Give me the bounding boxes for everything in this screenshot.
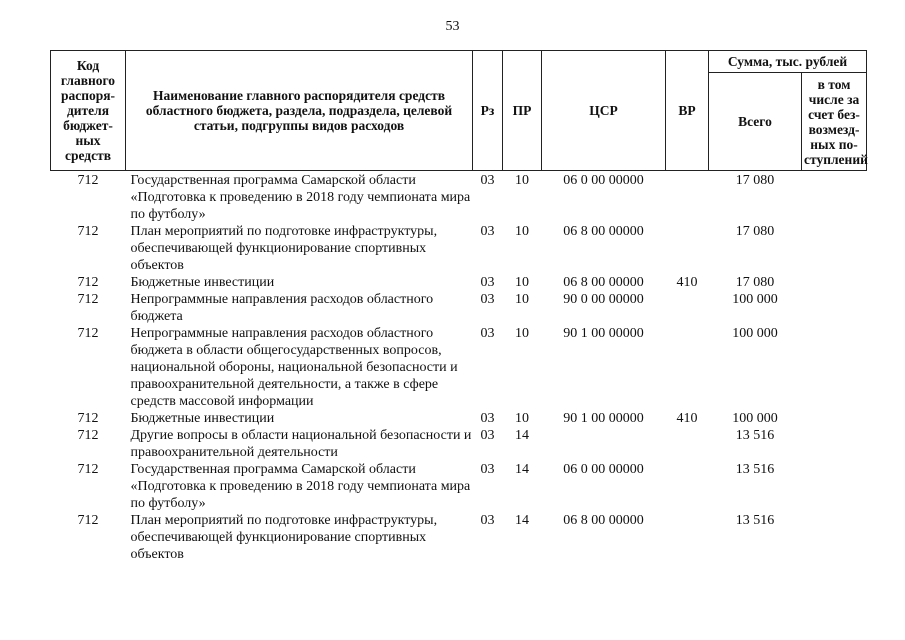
cell-pr: 14 bbox=[515, 428, 529, 443]
cell-code: 712 bbox=[77, 411, 99, 426]
cell-csr: 06 0 00 00000 bbox=[563, 462, 644, 477]
cell-rz: 03 bbox=[480, 224, 495, 239]
cell-rz: 03 bbox=[480, 428, 495, 443]
cell-pr: 10 bbox=[515, 411, 529, 426]
table-row bbox=[51, 325, 867, 410]
cell-code: 712 bbox=[77, 292, 99, 307]
cell-pr: 14 bbox=[515, 513, 529, 528]
cell-vr bbox=[666, 291, 709, 325]
cell-code: 712 bbox=[77, 428, 99, 443]
cell-code: 712 bbox=[77, 513, 99, 528]
cell-grant bbox=[802, 461, 867, 512]
cell-grant bbox=[802, 291, 867, 325]
cell-csr: 06 8 00 00000 bbox=[563, 275, 644, 290]
cell-csr: 90 1 00 00000 bbox=[563, 326, 644, 341]
cell-name: Непрограммные направления расходов областного бюджета в области общегосударственных вопросов, национальной обороны, национальной безопасности и правоохранительной деятельности, а также в сфере средств массовой информации bbox=[130, 326, 458, 409]
cell-name: Другие вопросы в области национальной безопасности и правоохранительной деятельности bbox=[130, 428, 472, 460]
cell-pr: 10 bbox=[515, 292, 529, 307]
cell-csr: 06 8 00 00000 bbox=[563, 513, 644, 528]
cell-name: План мероприятий по подготовке инфраструктуры, обеспечивающей функционирование спортивных объектов bbox=[130, 513, 438, 562]
cell-total: 100 000 bbox=[732, 411, 778, 426]
cell-total: 17 080 bbox=[735, 173, 775, 188]
cell-vr bbox=[666, 461, 709, 512]
table-row bbox=[51, 171, 867, 224]
table-row bbox=[51, 427, 867, 461]
cell-name: Бюджетные инвестиции bbox=[130, 411, 275, 426]
header-csr: ЦСР bbox=[542, 51, 666, 171]
cell-rz: 03 bbox=[480, 513, 495, 528]
header-total: Всего bbox=[709, 73, 802, 171]
cell-csr: 90 1 00 00000 bbox=[563, 411, 644, 426]
cell-grant bbox=[802, 325, 867, 410]
table-row bbox=[51, 223, 867, 274]
cell-total: 100 000 bbox=[732, 292, 778, 307]
table-row bbox=[51, 461, 867, 512]
cell-name: Государственная программа Самарской области «Подготовка к проведению в 2018 году чемпионата мира по футболу» bbox=[130, 173, 471, 222]
cell-name: Бюджетные инвестиции bbox=[130, 275, 275, 290]
table-row bbox=[51, 291, 867, 325]
cell-rz: 03 bbox=[480, 326, 495, 341]
cell-pr: 14 bbox=[515, 462, 529, 477]
cell-rz: 03 bbox=[480, 292, 495, 307]
cell-grant bbox=[802, 410, 867, 427]
header-sum: Сумма, тыс. рублей bbox=[709, 51, 867, 73]
cell-pr: 10 bbox=[515, 326, 529, 341]
header-code: Код главного распоря-дителя бюджет-ных средств bbox=[51, 51, 126, 171]
budget-table bbox=[50, 50, 867, 563]
table-row bbox=[51, 512, 867, 563]
cell-code: 712 bbox=[77, 326, 99, 341]
cell-code: 712 bbox=[77, 275, 99, 290]
cell-vr: 410 bbox=[676, 275, 698, 290]
cell-total: 17 080 bbox=[735, 224, 775, 239]
cell-grant bbox=[802, 274, 867, 291]
cell-total: 13 516 bbox=[735, 428, 775, 443]
cell-grant bbox=[802, 223, 867, 274]
page-number: 53 bbox=[445, 19, 460, 34]
table-row bbox=[51, 410, 867, 427]
cell-vr bbox=[666, 427, 709, 461]
cell-pr: 10 bbox=[515, 173, 529, 188]
cell-code: 712 bbox=[77, 173, 99, 188]
cell-vr bbox=[666, 171, 709, 224]
cell-code: 712 bbox=[77, 224, 99, 239]
header-rz: Рз bbox=[473, 51, 503, 171]
cell-total: 100 000 bbox=[732, 326, 778, 341]
cell-rz: 03 bbox=[480, 411, 495, 426]
cell-vr bbox=[666, 325, 709, 410]
cell-csr: 06 8 00 00000 bbox=[563, 224, 644, 239]
cell-rz: 03 bbox=[480, 275, 495, 290]
cell-total: 17 080 bbox=[735, 275, 775, 290]
cell-vr bbox=[666, 512, 709, 563]
cell-pr: 10 bbox=[515, 224, 529, 239]
cell-name: Государственная программа Самарской области «Подготовка к проведению в 2018 году чемпионата мира по футболу» bbox=[130, 462, 471, 511]
cell-grant bbox=[802, 171, 867, 224]
cell-rz: 03 bbox=[480, 173, 495, 188]
cell-rz: 03 bbox=[480, 462, 495, 477]
cell-vr: 410 bbox=[676, 411, 698, 426]
table-row bbox=[51, 274, 867, 291]
header-pr: ПР bbox=[503, 51, 542, 171]
header-name: Наименование главного распорядителя средств областного бюджета, раздела, подраздела, целевой статьи, подгруппы видов расходов bbox=[126, 51, 473, 171]
cell-vr bbox=[666, 223, 709, 274]
cell-code: 712 bbox=[77, 462, 99, 477]
cell-pr: 10 bbox=[515, 275, 529, 290]
cell-csr: 90 0 00 00000 bbox=[563, 292, 644, 307]
table-body bbox=[51, 171, 867, 564]
header-grants: в том числе за счет без-возмезд-ных по-ступлений bbox=[802, 73, 867, 171]
header-vr: ВР bbox=[666, 51, 709, 171]
cell-name: План мероприятий по подготовке инфраструктуры, обеспечивающей функционирование спортивных объектов bbox=[130, 224, 438, 273]
cell-total: 13 516 bbox=[735, 513, 775, 528]
cell-grant bbox=[802, 427, 867, 461]
cell-name: Непрограммные направления расходов областного бюджета bbox=[130, 292, 434, 324]
cell-csr: 06 0 00 00000 bbox=[563, 173, 644, 188]
cell-grant bbox=[802, 512, 867, 563]
cell-csr bbox=[542, 427, 666, 461]
cell-total: 13 516 bbox=[735, 462, 775, 477]
